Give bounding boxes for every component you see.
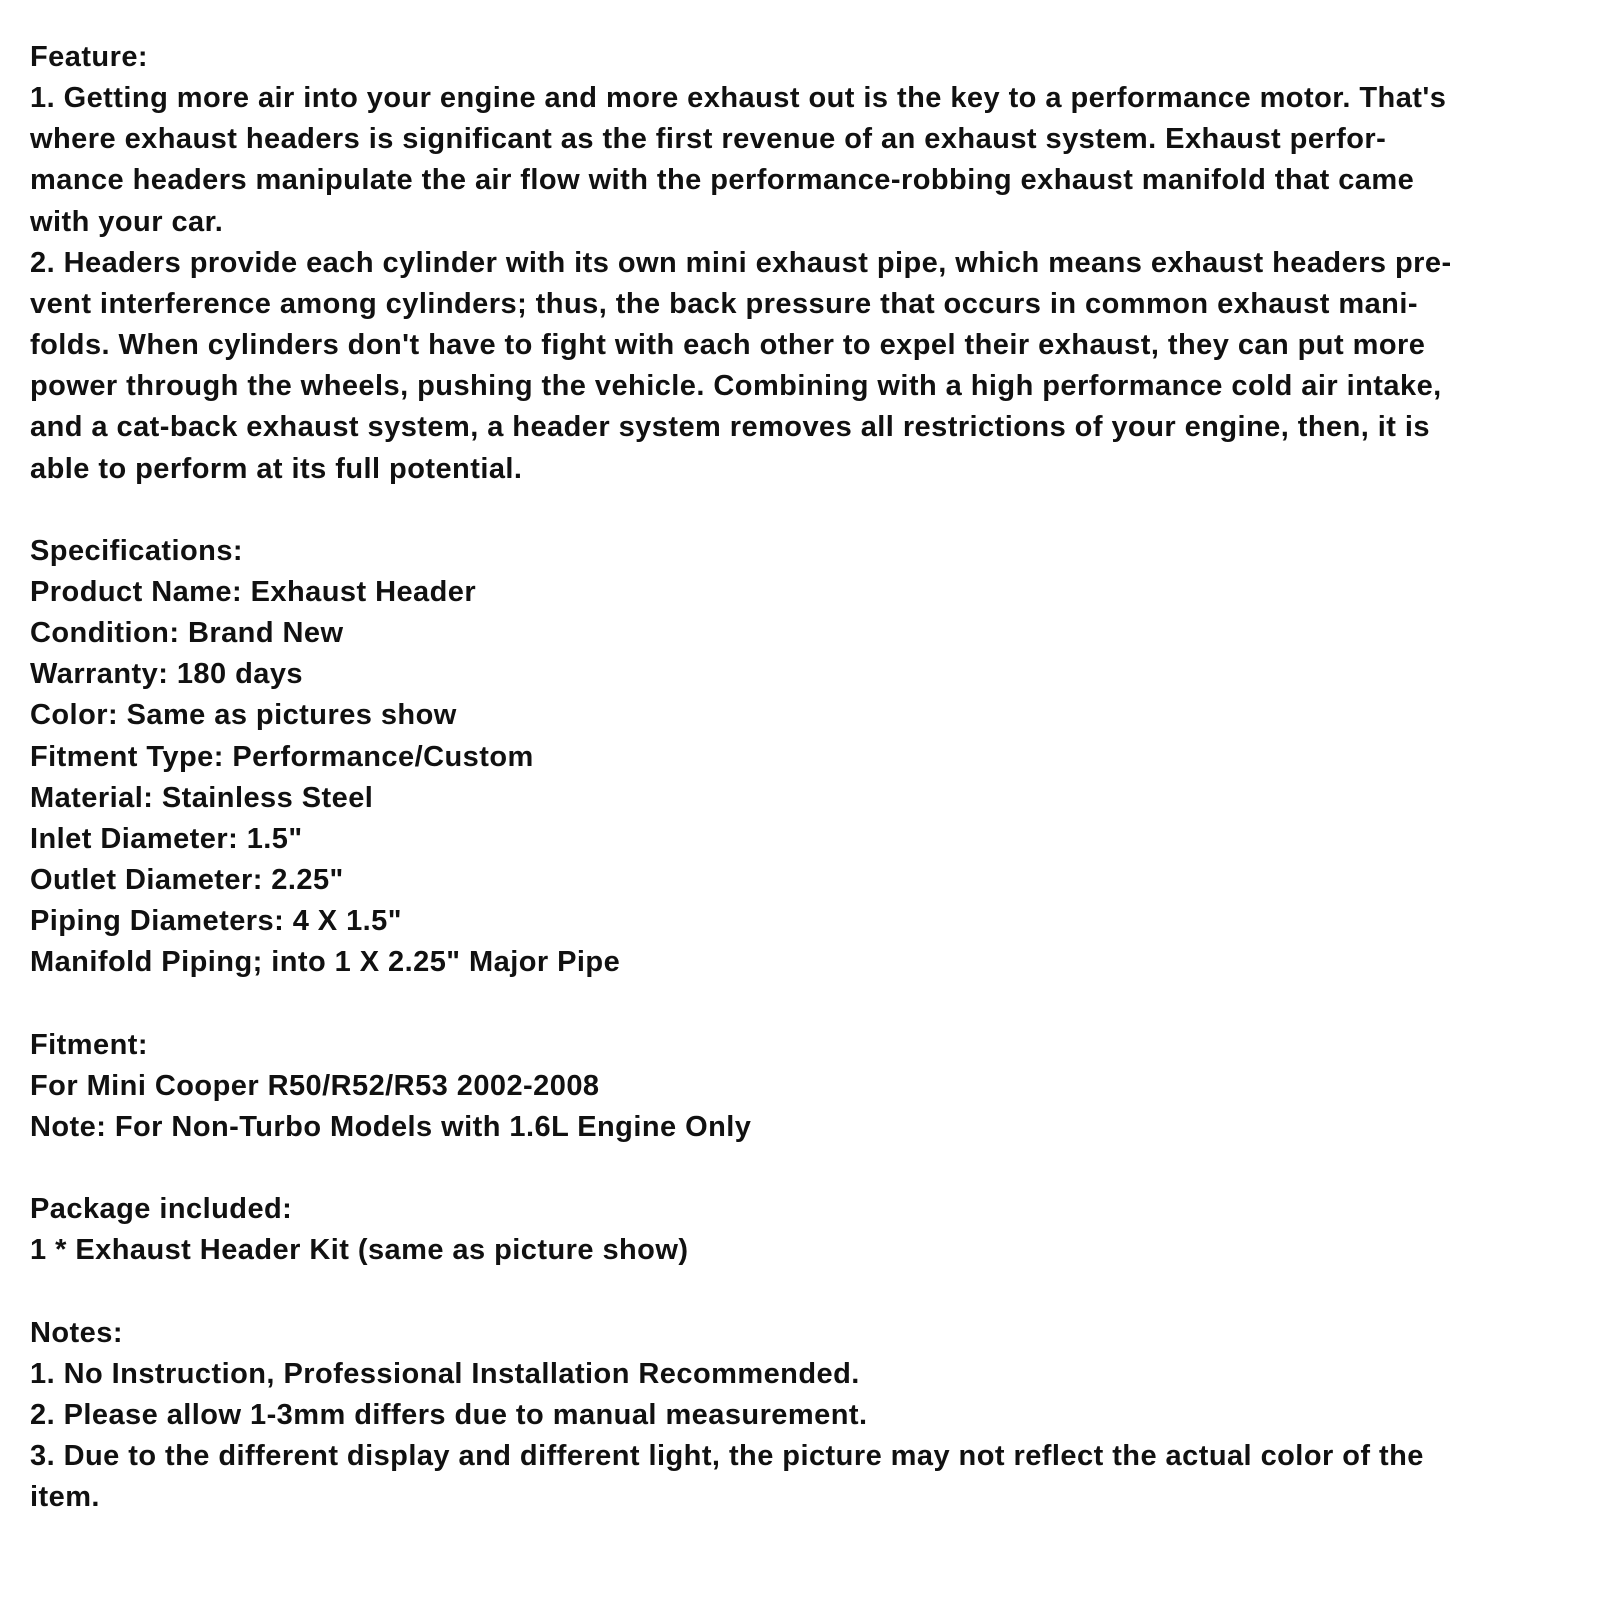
feature-item-2-line: power through the wheels, pushing the vehicle. Combining with a high performance cold air intake, bbox=[30, 370, 1442, 403]
fitment-section bbox=[30, 1025, 1575, 1148]
feature-item-2-line: vent interference among cylinders; thus, the back pressure that occurs in common exhaust mani- bbox=[30, 287, 1418, 320]
spec-material: Material: Stainless Steel bbox=[30, 781, 374, 814]
note-item-3 bbox=[30, 1436, 1575, 1518]
note-item-2: 2. Please allow 1-3mm differs due to manual measurement. bbox=[30, 1399, 868, 1432]
feature-item-1-line: 1. Getting more air into your engine and more exhaust out is the key to a performance motor. That's bbox=[30, 82, 1447, 115]
section-spacer bbox=[30, 490, 1575, 531]
section-spacer bbox=[30, 1272, 1575, 1313]
package-heading: Package included: bbox=[30, 1193, 293, 1226]
spec-outlet-diameter: Outlet Diameter: 2.25" bbox=[30, 864, 344, 897]
feature-item-1 bbox=[30, 78, 1575, 243]
feature-item-2-line: folds. When cylinders don't have to fight with each other to expel their exhaust, they can put more bbox=[30, 329, 1426, 362]
notes-section bbox=[30, 1313, 1575, 1519]
spec-inlet-diameter: Inlet Diameter: 1.5" bbox=[30, 822, 303, 855]
specifications-section bbox=[30, 531, 1575, 984]
spec-fitment-type: Fitment Type: Performance/Custom bbox=[30, 740, 534, 773]
note-item-3-line: 3. Due to the different display and different light, the picture may not reflect the actual color of the bbox=[30, 1440, 1424, 1473]
feature-item-2-line: 2. Headers provide each cylinder with its own mini exhaust pipe, which means exhaust headers pre- bbox=[30, 246, 1452, 279]
feature-item-2-line: able to perform at its full potential. bbox=[30, 452, 523, 485]
product-description bbox=[30, 37, 1575, 1519]
feature-item-2 bbox=[30, 243, 1575, 490]
note-item-1: 1. No Instruction, Professional Installation Recommended. bbox=[30, 1357, 860, 1390]
spec-color: Color: Same as pictures show bbox=[30, 699, 457, 732]
fitment-vehicle: For Mini Cooper R50/R52/R53 2002-2008 bbox=[30, 1069, 600, 1102]
section-spacer bbox=[30, 984, 1575, 1025]
feature-item-1-line: with your car. bbox=[30, 205, 224, 238]
feature-item-1-line: where exhaust headers is significant as the first revenue of an exhaust system. Exhaust perfor- bbox=[30, 123, 1387, 156]
spec-manifold-piping: Manifold Piping; into 1 X 2.25" Major Pipe bbox=[30, 946, 621, 979]
feature-item-2-line: and a cat-back exhaust system, a header system removes all restrictions of your engine, then, it is bbox=[30, 411, 1431, 444]
spec-warranty: Warranty: 180 days bbox=[30, 658, 303, 691]
fitment-heading: Fitment: bbox=[30, 1028, 148, 1061]
fitment-note: Note: For Non-Turbo Models with 1.6L Engine Only bbox=[30, 1111, 752, 1144]
feature-heading: Feature: bbox=[30, 41, 149, 73]
note-item-3-line: item. bbox=[30, 1481, 100, 1514]
spec-product-name: Product Name: Exhaust Header bbox=[30, 576, 477, 609]
feature-section bbox=[30, 37, 1575, 490]
notes-heading: Notes: bbox=[30, 1316, 123, 1349]
spec-piping-diameters: Piping Diameters: 4 X 1.5" bbox=[30, 905, 402, 938]
specifications-heading: Specifications: bbox=[30, 534, 244, 567]
section-spacer bbox=[30, 1148, 1575, 1189]
spec-condition: Condition: Brand New bbox=[30, 617, 344, 650]
package-section bbox=[30, 1189, 1575, 1271]
feature-item-1-line: mance headers manipulate the air flow with the performance-robbing exhaust manifold that came bbox=[30, 164, 1415, 197]
package-item: 1 * Exhaust Header Kit (same as picture show) bbox=[30, 1234, 689, 1267]
